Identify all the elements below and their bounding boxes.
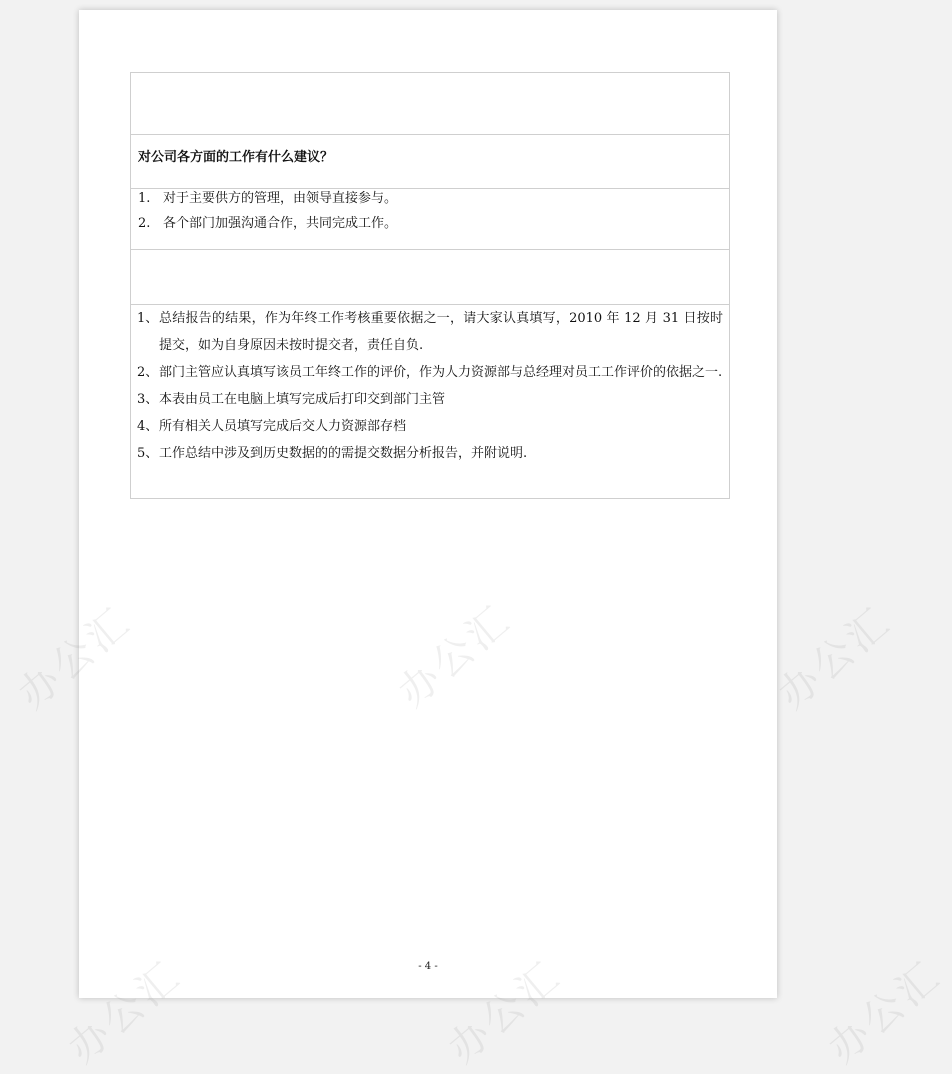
watermark-logo: 办公汇 (769, 598, 901, 719)
note-text: 部门主管应认真填写该员工年终工作的评价，作为人力资源部与总经理对员工工作评价的依据之一. (159, 365, 723, 380)
watermark-logo: 办公汇 (59, 952, 191, 1073)
notes-cell (131, 305, 730, 499)
note-text: 所有相关人员填写完成后交人力资源部存档 (159, 419, 407, 434)
answer-number: 1. (138, 191, 151, 206)
answer-text: 对于主要供方的管理，由领导直接参与。 (163, 191, 398, 206)
note-number: 2、 (137, 365, 159, 380)
watermark-logo: 办公汇 (439, 952, 571, 1073)
note-number: 4、 (137, 419, 159, 434)
blank-row-middle (131, 250, 730, 305)
watermark-logo: 办公汇 (9, 598, 141, 719)
answer-item (138, 214, 729, 239)
blank-cell-middle (131, 250, 730, 305)
note-item (137, 386, 723, 413)
summary-form-table (130, 72, 730, 499)
answers-cell (131, 189, 730, 250)
notes-row (131, 305, 730, 499)
blank-cell-top (131, 73, 730, 135)
document-page (79, 10, 777, 998)
note-text: 总结报告的结果，作为年终工作考核重要依据之一，请大家认真填写，2010 年 12 月 31 日按时提交，如为自身原因未按时提交者，责任自负. (159, 311, 723, 353)
answer-item (138, 189, 729, 214)
note-number: 3、 (137, 392, 159, 407)
question-heading: 对公司各方面的工作有什么建议？ (138, 150, 334, 165)
watermark-logo: 办公汇 (819, 952, 951, 1073)
blank-row-top (131, 73, 730, 135)
note-item (137, 305, 723, 359)
note-text: 本表由员工在电脑上填写完成后打印交到部门主管 (159, 392, 446, 407)
note-number: 1、 (137, 311, 159, 326)
note-item (137, 440, 723, 467)
notes-list (131, 305, 729, 467)
page-number: - 4 - (418, 961, 438, 972)
answer-number: 2. (138, 216, 151, 231)
answers-row (131, 189, 730, 250)
answer-text: 各个部门加强沟通合作，共同完成工作。 (163, 216, 398, 231)
answer-list (131, 189, 729, 239)
note-item (137, 359, 723, 386)
question-cell (131, 135, 730, 189)
question-row (131, 135, 730, 189)
note-number: 5、 (137, 446, 159, 461)
note-item (137, 413, 723, 440)
note-text: 工作总结中涉及到历史数据的的需提交数据分析报告，并附说明. (159, 446, 528, 461)
